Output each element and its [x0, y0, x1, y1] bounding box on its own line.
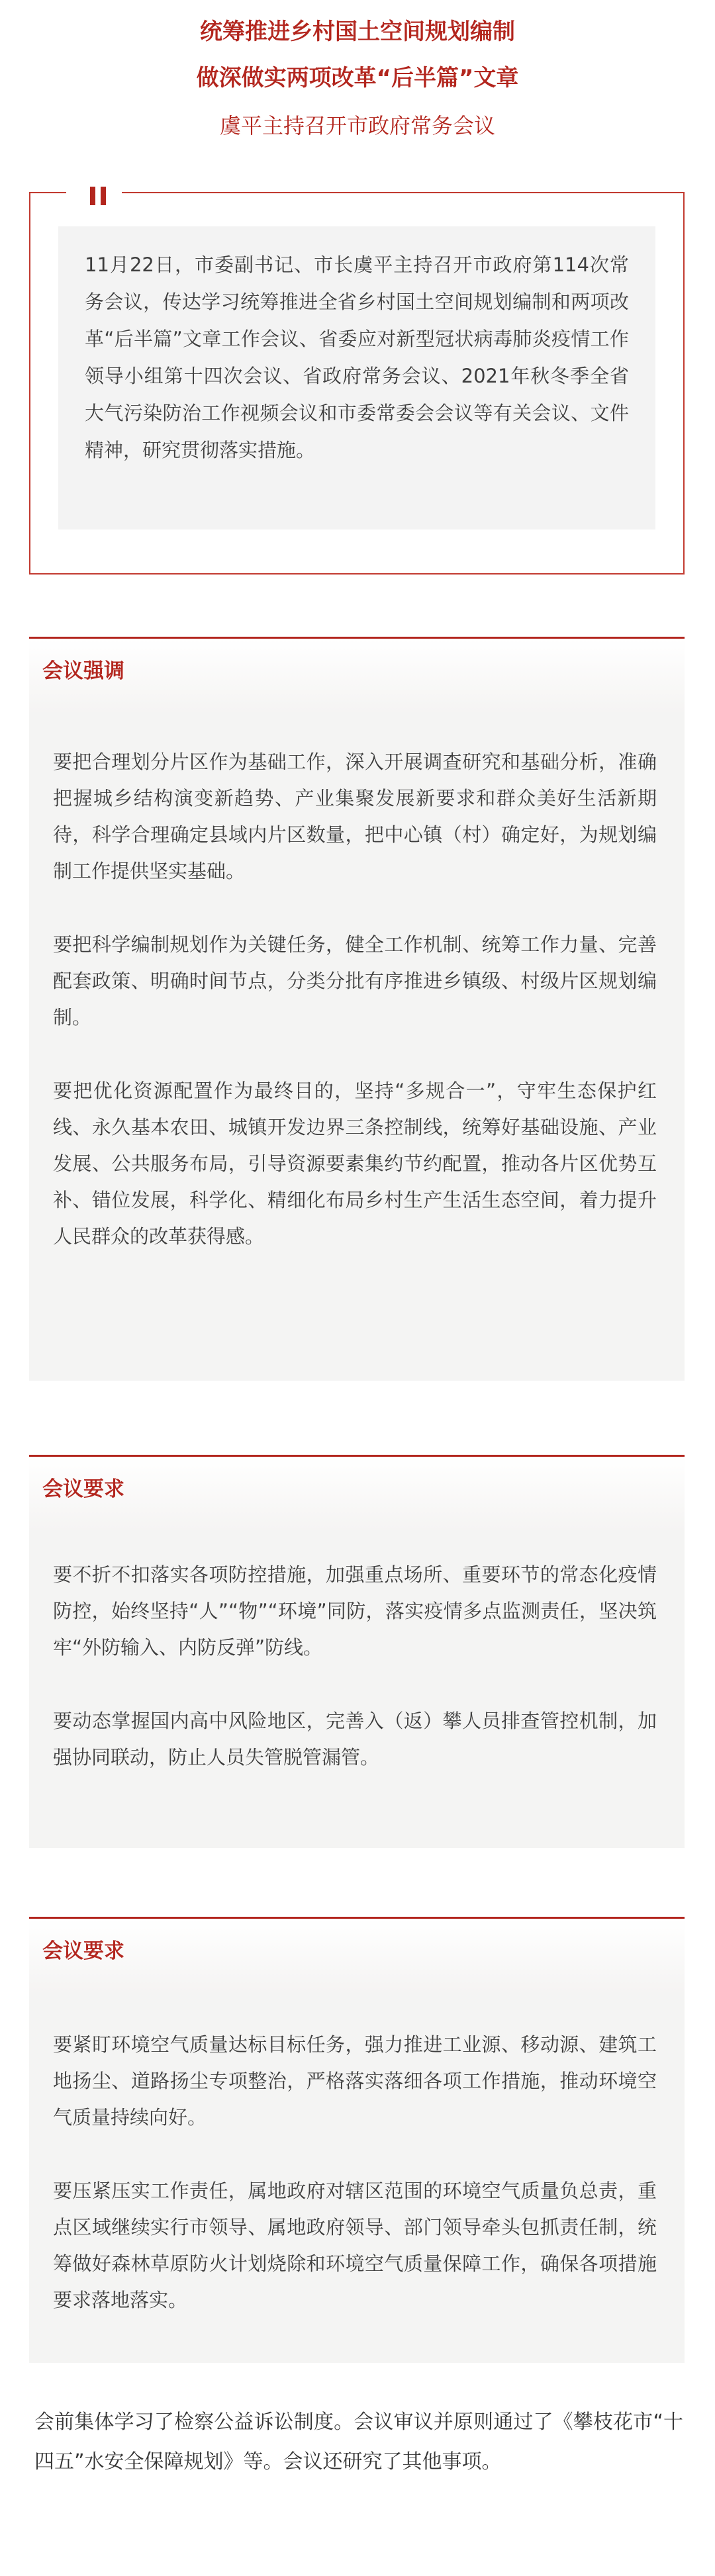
paragraph: 要把优化资源配置作为最终目的，坚持“多规合一”，守牢生态保护红线、永久基本农田、城镇开发边界三条控制线，统筹好基础设施、产业发展、公共服务布局，引导资源要素集约节约配置，推动各片区优势互补、错位发展，科学化、精细化布局乡村生产生活生态空间，着力提升人民群众的改革获得感。	[53, 1080, 657, 1248]
closing-paragraph: 会前集体学习了检察公益诉讼制度。会议审议并原则通过了《攀枝花市“十四五”水安全保障规划》等。会议还研究了其他事项。	[34, 2411, 683, 2473]
paragraph: 要紧盯环境空气质量达标目标任务，强力推进工业源、移动源、建筑工地扬尘、道路扬尘专项整治，严格落实落细各项工作措施，推动环境空气质量持续向好。	[53, 2033, 657, 2129]
section-body-requirements	[29, 1530, 685, 1848]
section-heading: 会议要求	[42, 1477, 124, 1501]
paragraph: 要把合理划分片区作为基础工作，深入开展调查研究和基础分析，准确把握城乡结构演变新趋势、产业集聚发展新要求和群众美好生活新期待，科学合理确定县域内片区数量，把中心镇（村）确定好，为规划编制工作提供坚实基础。	[53, 751, 657, 882]
title-line-1: 统筹推进乡村国土空间规划编制	[200, 19, 515, 45]
section-heading: 会议要求	[42, 1939, 124, 1963]
quote-mark-icon	[66, 181, 122, 209]
section-header-requirements	[29, 1455, 685, 1530]
section-heading: 会议强调	[42, 659, 124, 683]
paragraph: 要把科学编制规划作为关键任务，健全工作机制、统筹工作力量、完善配套政策、明确时间节点，分类分批有序推进乡镇级、村级片区规划编制。	[53, 933, 657, 1029]
paragraph: 要压紧压实工作责任，属地政府对辖区范围的环境空气质量负总责，重点区域继续实行市领导、属地政府领导、部门领导牵头包抓责任制，统筹做好森林草原防火计划烧除和环境空气质量保障工作，确保各项措施要求落地落实。	[53, 2180, 657, 2311]
section-header-emphasis	[29, 637, 685, 712]
section-body-emphasis	[29, 712, 685, 1381]
section-header-requirements-2	[29, 1917, 685, 1992]
paragraph: 要不折不扣落实各项防控措施，加强重点场所、重要环节的常态化疫情防控，始终坚持“人”“物”“环境”同防，落实疫情多点监测责任，坚决筑牢“外防输入、内防反弹”防线。	[53, 1563, 657, 1659]
title-line-2: 做深做实两项改革“后半篇”文章	[196, 65, 519, 91]
intro-text: 11月22日，市委副书记、市长虞平主持召开市政府第114次常务会议，传达学习统筹推进全省乡村国土空间规划编制和两项改革“后半篇”文章工作会议、省委应对新型冠状病毒肺炎疫情工作领导小组第十四次会议、省政府常务会议、2021年秋冬季全省大气污染防治工作视频会议和市委常委会会议等有关会议、文件精神，研究贯彻落实措施。	[58, 226, 655, 529]
paragraph: 要动态掌握国内高中风险地区，完善入（返）攀人员排查管控机制，加强协同联动，防止人员失管脱管漏管。	[53, 1710, 657, 1769]
subtitle: 虞平主持召开市政府常务会议	[219, 113, 495, 138]
section-body-requirements-2	[29, 1992, 685, 2363]
